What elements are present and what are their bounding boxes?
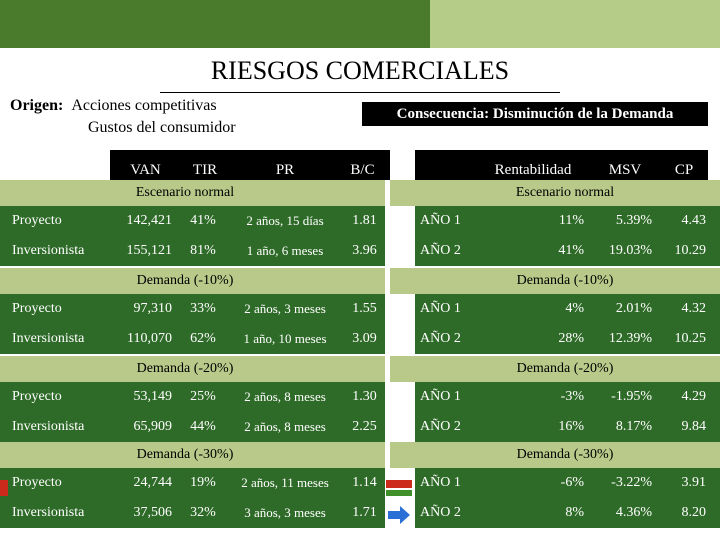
cell-rentabilidad: 16% bbox=[558, 419, 584, 434]
cell-pr: 2 años, 3 meses bbox=[244, 301, 326, 316]
cell-msv: 4.36% bbox=[615, 505, 652, 520]
cell-pr: 3 años, 3 meses bbox=[244, 505, 326, 520]
cell-msv: 2.01% bbox=[615, 301, 652, 316]
header-rentabilidad: Rentabilidad bbox=[494, 162, 572, 178]
row-name: Inversionista bbox=[12, 243, 85, 258]
scenario-label-left: Demanda (-10%) bbox=[136, 273, 234, 288]
cell-bc: 1.14 bbox=[352, 475, 377, 490]
cell-bc: 2.25 bbox=[352, 419, 377, 434]
cell-cp: 10.29 bbox=[674, 243, 706, 258]
cell-cp: 8.20 bbox=[681, 505, 706, 520]
origin-line2: Gustos del consumidor bbox=[88, 119, 236, 136]
red-marker-left bbox=[0, 480, 8, 496]
cell-pr: 2 años, 11 meses bbox=[241, 475, 329, 490]
cell-bc: 1.81 bbox=[352, 213, 377, 228]
scenario-label-left: Demanda (-30%) bbox=[136, 447, 234, 462]
cell-pr: 1 año, 6 meses bbox=[246, 243, 324, 258]
header-bc: B/C bbox=[350, 162, 375, 178]
cell-bc: 3.09 bbox=[352, 331, 377, 346]
cell-bc: 1.30 bbox=[352, 389, 377, 404]
cell-van: 53,149 bbox=[133, 389, 172, 404]
row-name: Proyecto bbox=[12, 389, 62, 404]
cell-tir: 81% bbox=[190, 243, 216, 258]
cell-rentabilidad: 28% bbox=[558, 331, 584, 346]
scenario-label-left: Demanda (-20%) bbox=[136, 361, 234, 376]
row-name: Inversionista bbox=[12, 505, 85, 520]
cell-bc: 3.96 bbox=[352, 243, 377, 258]
cell-pr: 2 años, 8 meses bbox=[244, 389, 326, 404]
cell-tir: 44% bbox=[190, 419, 216, 434]
cell-van: 97,310 bbox=[133, 301, 172, 316]
title-underline bbox=[160, 92, 560, 93]
cell-rentabilidad: -6% bbox=[560, 475, 584, 490]
red-marker-mid bbox=[386, 480, 412, 488]
cell-pr: 2 años, 8 meses bbox=[244, 419, 326, 434]
cell-rentabilidad: 8% bbox=[565, 505, 584, 520]
cell-msv: 5.39% bbox=[615, 213, 652, 228]
row-year: AÑO 2 bbox=[420, 331, 461, 346]
cell-tir: 25% bbox=[190, 389, 216, 404]
cell-bc: 1.71 bbox=[352, 505, 377, 520]
cell-tir: 19% bbox=[190, 475, 216, 490]
header-pr: PR bbox=[275, 162, 295, 178]
row-year: AÑO 2 bbox=[420, 505, 461, 520]
scenario-label-left: Escenario normal bbox=[135, 185, 235, 200]
cell-cp: 3.91 bbox=[681, 475, 706, 490]
green-marker-mid bbox=[386, 490, 412, 496]
cell-cp: 9.84 bbox=[681, 419, 706, 434]
row-name: Inversionista bbox=[12, 419, 85, 434]
cell-tir: 32% bbox=[190, 505, 216, 520]
cell-van: 110,070 bbox=[127, 331, 172, 346]
origin-line1: Acciones competitivas bbox=[71, 97, 217, 114]
row-year: AÑO 1 bbox=[420, 301, 461, 316]
scenario-label-right: Escenario normal bbox=[515, 185, 615, 200]
row-name: Proyecto bbox=[12, 301, 62, 316]
cell-rentabilidad: 4% bbox=[565, 301, 584, 316]
row-name: Proyecto bbox=[12, 213, 62, 228]
consequence-banner: Consecuencia: Disminución de la Demanda bbox=[362, 102, 708, 126]
cell-tir: 33% bbox=[190, 301, 216, 316]
cell-pr: 2 años, 15 días bbox=[246, 213, 324, 228]
cell-van: 65,909 bbox=[133, 419, 172, 434]
cell-van: 142,421 bbox=[126, 213, 172, 228]
cell-tir: 62% bbox=[190, 331, 216, 346]
cell-msv: 19.03% bbox=[608, 243, 652, 258]
cell-msv: 8.17% bbox=[615, 419, 652, 434]
row-name: Inversionista bbox=[12, 331, 85, 346]
row-year: AÑO 2 bbox=[420, 419, 461, 434]
row-year: AÑO 1 bbox=[420, 389, 461, 404]
header-msv: MSV bbox=[608, 162, 642, 178]
row-name: Proyecto bbox=[12, 475, 62, 490]
cell-msv: 12.39% bbox=[608, 331, 652, 346]
page-title: RIESGOS COMERCIALES bbox=[210, 56, 510, 85]
cell-msv: -1.95% bbox=[611, 389, 652, 404]
cell-pr: 1 año, 10 meses bbox=[243, 331, 327, 346]
cell-rentabilidad: 11% bbox=[558, 213, 584, 228]
cell-rentabilidad: 41% bbox=[558, 243, 584, 258]
cell-msv: -3.22% bbox=[611, 475, 652, 490]
cell-van: 155,121 bbox=[126, 243, 172, 258]
origin-block bbox=[10, 95, 236, 136]
row-year: AÑO 1 bbox=[420, 475, 461, 490]
row-year: AÑO 2 bbox=[420, 243, 461, 258]
arrow-right-icon bbox=[388, 506, 410, 524]
cell-cp: 4.32 bbox=[681, 301, 706, 316]
top-stripe-dark bbox=[0, 0, 430, 48]
cell-van: 37,506 bbox=[133, 505, 172, 520]
scenario-label-right: Demanda (-20%) bbox=[516, 361, 614, 376]
cell-cp: 10.25 bbox=[674, 331, 706, 346]
scenario-label-right: Demanda (-30%) bbox=[516, 447, 614, 462]
cell-cp: 4.29 bbox=[681, 389, 706, 404]
cell-rentabilidad: -3% bbox=[560, 389, 584, 404]
cell-bc: 1.55 bbox=[352, 301, 377, 316]
header-van: VAN bbox=[130, 162, 161, 178]
header-tir: TIR bbox=[192, 162, 218, 178]
top-stripe-light bbox=[430, 0, 720, 48]
scenario-label-right: Demanda (-10%) bbox=[516, 273, 614, 288]
origin-label: Origen: bbox=[10, 97, 64, 114]
cell-cp: 4.43 bbox=[681, 213, 706, 228]
header-cp: CP bbox=[674, 162, 694, 178]
row-year: AÑO 1 bbox=[420, 213, 461, 228]
cell-van: 24,744 bbox=[133, 475, 172, 490]
cell-tir: 41% bbox=[190, 213, 216, 228]
